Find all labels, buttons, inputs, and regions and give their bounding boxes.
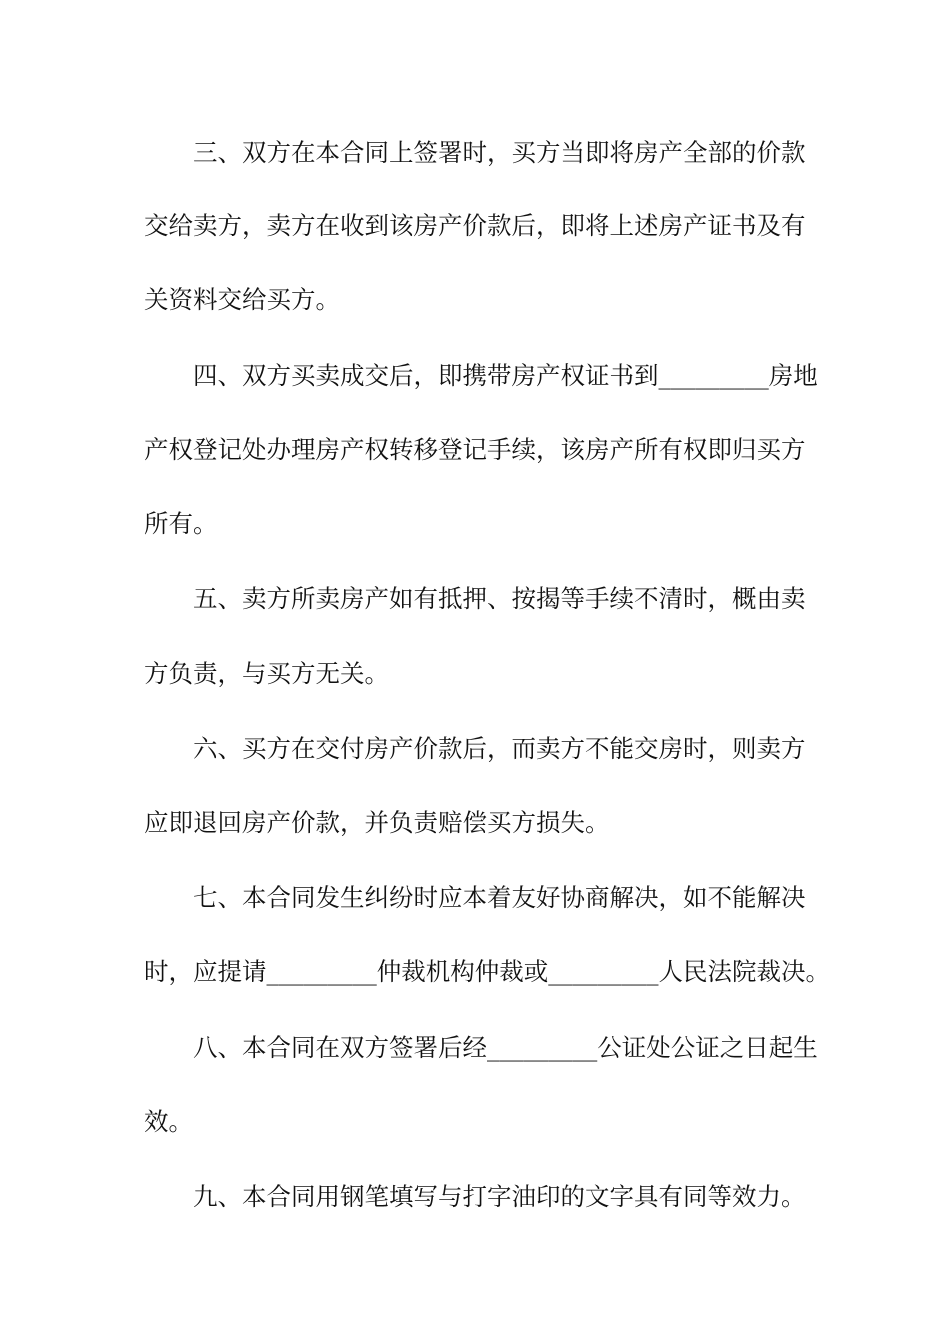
clause-5-line-2: 方负责，与买方无关。 — [144, 659, 389, 688]
clause-4-line-1: 四、双方买卖成交后，即携带房产权证书到_________房地 — [193, 361, 818, 390]
clause-9-line-1: 九、本合同用钢笔填写与打字油印的文字具有同等效力。 — [193, 1182, 806, 1211]
clause-7-line-2: 时，应提请_________仲裁机构仲裁或_________人民法院裁决。 — [144, 957, 830, 986]
clause-6-line-2: 应即退回房产价款，并负责赔偿买方损失。 — [144, 808, 610, 837]
clause-8-line-2: 效。 — [144, 1107, 193, 1136]
clause-4-line-3: 所有。 — [144, 509, 218, 538]
clause-6-line-1: 六、买方在交付房产价款后，而卖方不能交房时，则卖方 — [193, 734, 806, 763]
clause-3-line-1: 三、双方在本合同上签署时，买方当即将房产全部的价款 — [193, 138, 806, 167]
clause-7-line-1: 七、本合同发生纠纷时应本着友好协商解决，如不能解决 — [193, 883, 806, 912]
clause-4-line-2: 产权登记处办理房产权转移登记手续，该房产所有权即归买方 — [144, 435, 806, 464]
clause-8-line-1: 八、本合同在双方签署后经_________公证处公证之日起生 — [193, 1033, 818, 1062]
clause-3-line-2: 交给卖方，卖方在收到该房产价款后，即将上述房产证书及有 — [144, 211, 806, 240]
clause-3-line-3: 关资料交给买方。 — [144, 285, 340, 314]
clause-5-line-1: 五、卖方所卖房产如有抵押、按揭等手续不清时，概由卖 — [193, 584, 806, 613]
